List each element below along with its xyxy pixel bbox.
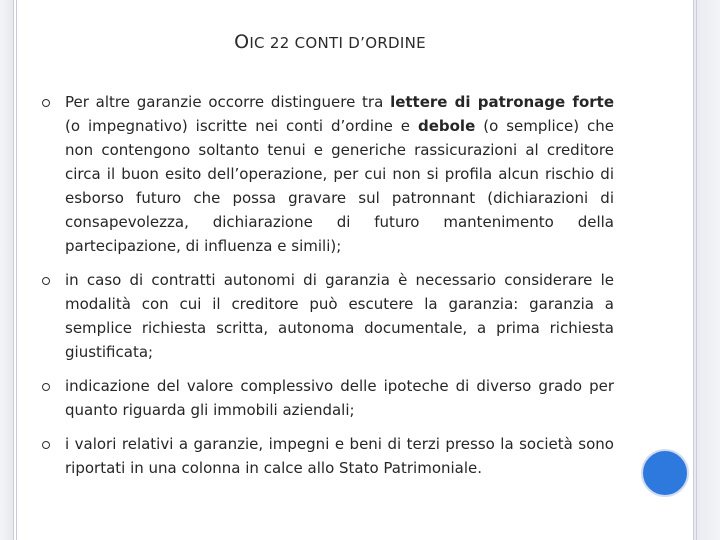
bullet-circle-icon — [42, 277, 50, 285]
bold-term-weak: debole — [417, 117, 476, 135]
list-item — [42, 268, 614, 364]
title-number: IC 22 — [249, 34, 295, 52]
right-frame-line — [693, 0, 694, 540]
decorative-circle — [641, 449, 689, 497]
bullet-text: i valori relativi a garanzie, impegni e beni di terzi presso la società sono riportati in una colonna in calce allo Stato Patrimoniale. — [65, 435, 614, 477]
list-item — [42, 374, 614, 422]
slide-title — [0, 33, 660, 52]
left-frame-border — [0, 0, 14, 540]
list-item — [42, 432, 614, 480]
right-frame-border — [693, 0, 720, 540]
title-initial: O — [234, 31, 250, 53]
bullet-circle-icon — [42, 99, 50, 107]
right-frame-line — [696, 0, 697, 540]
list-item — [42, 90, 614, 258]
bullet-circle-icon — [42, 441, 50, 449]
bullet-text — [65, 90, 614, 258]
text-segment: Per altre garanzie occorre distinguere tra — [65, 93, 391, 111]
title-subject: CONTI D’ORDINE — [294, 34, 426, 52]
left-frame-line — [13, 0, 14, 540]
text-segment: (o impegnativo) iscritte nei conti d’ordine e — [65, 117, 418, 135]
bullet-text: in caso di contratti autonomi di garanzia è necessario considerare le modalità con cui il creditore può escutere la garanzia: garanzia a semplice richiesta scritta, autonoma documentale, a prima richiesta giustificata; — [65, 271, 614, 361]
bold-term-strong-patronage: lettere di patronage forte — [390, 93, 614, 111]
bullet-circle-icon — [42, 383, 50, 391]
bullet-list — [42, 90, 614, 490]
left-frame-line — [16, 0, 17, 540]
text-segment: (o semplice) che non contengono soltanto tenui e generiche rassicurazioni al creditore circa il buon esito dell’operazione, per cui non si profila alcun rischio di esborso futuro che possa gravare sul patronnant (dichiarazioni di consapevolezza, dichiarazione di futuro mantenimento della partecipazione, di influenza e simili); — [65, 117, 615, 255]
bullet-text: indicazione del valore complessivo delle ipoteche di diverso grado per quanto riguarda gli immobili aziendali; — [65, 377, 614, 419]
